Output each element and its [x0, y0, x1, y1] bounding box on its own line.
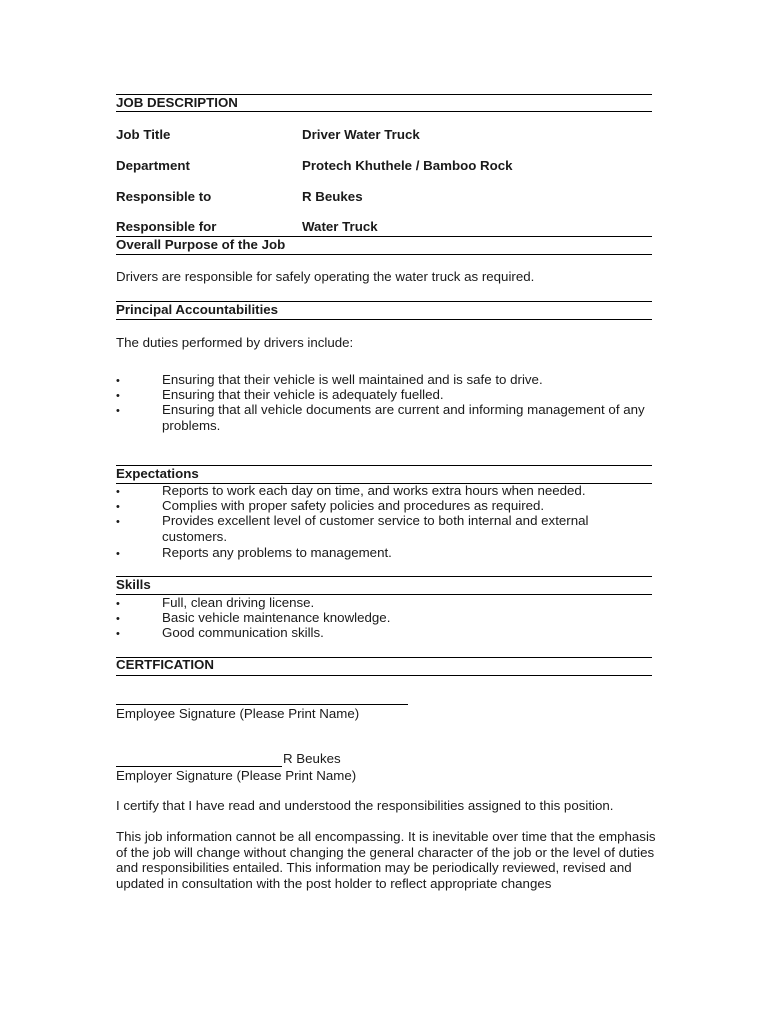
- bullet-icon: [116, 625, 124, 640]
- divider: [116, 111, 652, 112]
- list-item: Reports any problems to management.: [162, 545, 392, 560]
- divider: [116, 675, 652, 676]
- bullet-icon: [116, 387, 124, 402]
- divider: [116, 319, 652, 320]
- employer-signature-line: [116, 766, 282, 767]
- list-item: Basic vehicle maintenance knowledge.: [162, 610, 391, 625]
- field-label-job-title: Job Title: [116, 127, 171, 142]
- list-item: Provides excellent level of customer service to both internal and external customers.: [162, 513, 589, 544]
- purpose-text: Drivers are responsible for safely operating the water truck as required.: [116, 269, 535, 284]
- employer-signature-label: Employer Signature (Please Print Name): [116, 768, 357, 783]
- list-item: Full, clean driving license.: [162, 595, 315, 610]
- bullet-icon: [116, 595, 124, 610]
- bullet-icon: [116, 372, 124, 387]
- list-item: Good communication skills.: [162, 625, 324, 640]
- certify-statement: I certify that I have read and understood the responsibilities assigned to this position.: [116, 798, 614, 813]
- accountabilities-intro: The duties performed by drivers include:: [116, 335, 354, 350]
- section-heading-accountabilities: Principal Accountabilities: [116, 302, 279, 317]
- field-value-responsible-to: R Beukes: [302, 189, 363, 204]
- field-value-responsible-for: Water Truck: [302, 219, 378, 234]
- list-item: Ensuring that their vehicle is adequately fuelled.: [162, 387, 444, 402]
- document-title: JOB DESCRIPTION: [116, 95, 238, 110]
- section-heading-expectations: Expectations: [116, 466, 199, 481]
- employer-name: R Beukes: [283, 751, 341, 766]
- divider: [116, 254, 652, 255]
- disclaimer-paragraph: This job information cannot be all encompassing. It is inevitable over time that the emphasis of the job will change without changing the general character of the job or the level of duties and responsibilities entailed. This information may be periodically reviewed, revised and updated in consultation with the post holder to reflect appropriate changes: [116, 829, 656, 891]
- list-item: Complies with proper safety policies and procedures as required.: [162, 498, 545, 513]
- field-value-department: Protech Khuthele / Bamboo Rock: [302, 158, 513, 173]
- field-label-responsible-for: Responsible for: [116, 219, 217, 234]
- employee-signature-label: Employee Signature (Please Print Name): [116, 706, 360, 721]
- section-heading-skills: Skills: [116, 577, 151, 592]
- divider: [116, 576, 652, 577]
- section-heading-certification: CERTFICATION: [116, 657, 214, 672]
- field-label-department: Department: [116, 158, 190, 173]
- bullet-icon: [116, 513, 124, 528]
- field-label-responsible-to: Responsible to: [116, 189, 212, 204]
- bullet-icon: [116, 498, 124, 513]
- section-heading-purpose: Overall Purpose of the Job: [116, 237, 286, 252]
- employee-signature-line: [116, 704, 408, 705]
- list-item: Reports to work each day on time, and works extra hours when needed.: [162, 483, 586, 498]
- bullet-icon: [116, 402, 124, 417]
- field-value-job-title: Driver Water Truck: [302, 127, 420, 142]
- bullet-icon: [116, 610, 124, 625]
- list-item: Ensuring that their vehicle is well maintained and is safe to drive.: [162, 372, 543, 387]
- list-item: Ensuring that all vehicle documents are current and informing management of any problems.: [162, 402, 645, 433]
- bullet-icon: [116, 483, 124, 498]
- bullet-icon: [116, 545, 124, 560]
